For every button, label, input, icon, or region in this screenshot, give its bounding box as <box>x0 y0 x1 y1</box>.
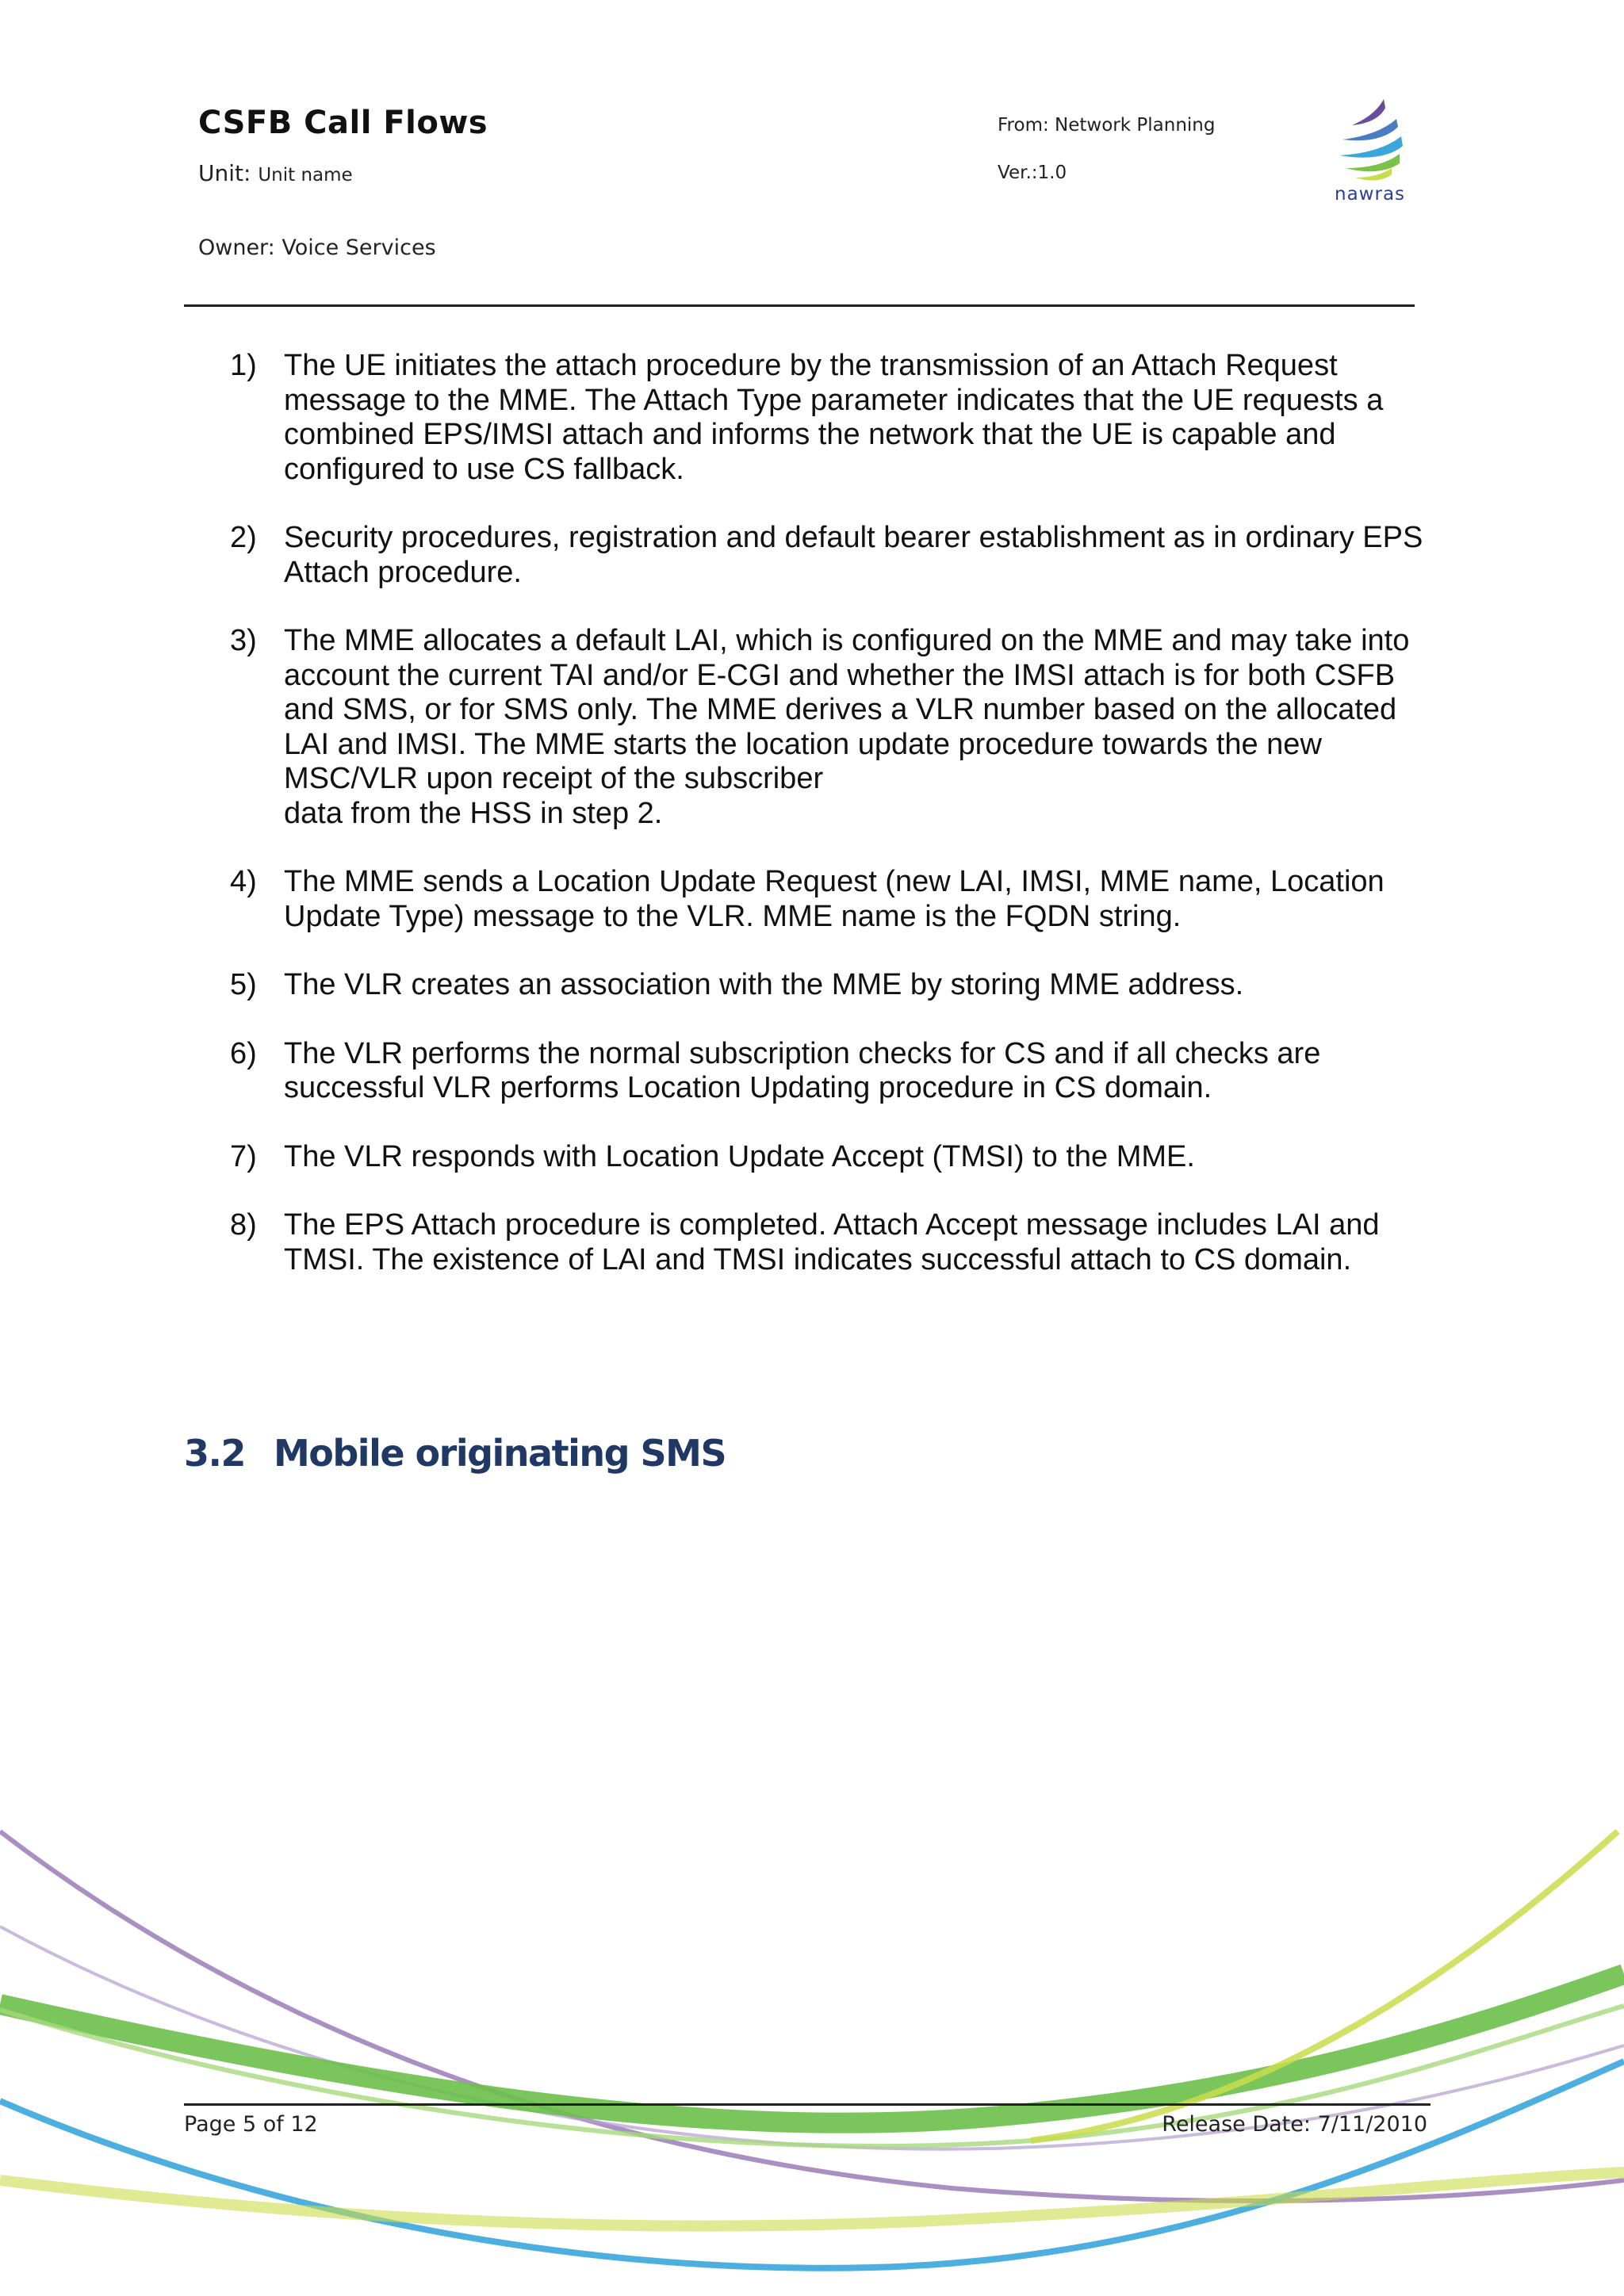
list-item <box>230 349 1435 487</box>
decorative-waves <box>0 1808 1624 2296</box>
list-item <box>230 865 1435 934</box>
step-text: The VLR performs the normal subscription checks for CS and if all checks are successful VLR performs Location Updating procedure in CS domain. <box>284 1036 1321 1104</box>
step-number: 7) <box>230 1139 257 1173</box>
footer-divider <box>184 2103 1431 2106</box>
step-text: The VLR responds with Location Update Accept (TMSI) to the MME. <box>284 1139 1195 1173</box>
header-divider <box>184 304 1415 307</box>
list-item <box>230 521 1435 590</box>
attach-steps-list <box>230 349 1435 1311</box>
list-item <box>230 1037 1435 1106</box>
step-number: 8) <box>230 1208 257 1242</box>
unit-label: Unit: <box>198 160 251 186</box>
section-title: Mobile originating SMS <box>274 1432 726 1475</box>
release-date: Release Date: 7/11/2010 <box>1162 2112 1427 2137</box>
unit-value: Unit name <box>258 165 353 186</box>
list-item <box>230 968 1435 1003</box>
step-number: 3) <box>230 624 257 657</box>
unit-line <box>198 160 353 186</box>
logo-wordmark: nawras <box>1335 184 1406 205</box>
step-text: The MME sends a Location Update Request (new LAI, IMSI, MME name, Location Update Type) message to the VLR. MME name is the FQDN string. <box>284 865 1385 933</box>
step-text: The UE initiates the attach procedure by the transmission of an Attach Request message to the MME. The Attach Type parameter indicates that the UE requests a combined EPS/IMSI attach and informs the network that the UE is capable and configured to use CS fallback. <box>284 349 1384 486</box>
owner-line: Owner: Voice Services <box>198 235 436 260</box>
document-title: CSFB Call Flows <box>198 105 488 141</box>
step-number: 1) <box>230 349 257 382</box>
step-number: 4) <box>230 865 257 898</box>
section-number: 3.2 <box>184 1432 245 1475</box>
list-item <box>230 1208 1435 1277</box>
step-text: The EPS Attach procedure is completed. Attach Accept message includes LAI and TMSI. The existence of LAI and TMSI indicates successful attach to CS domain. <box>284 1208 1380 1276</box>
step-text: The MME allocates a default LAI, which is configured on the MME and may take into account the current TAI and/or E-CGI and whether the IMSI attach is for both CSFB and SMS, or for SMS only. The MME derives a VLR number based on the allocated LAI and IMSI. The MME starts the location update procedure towards the new MSC/VLR upon receipt of the subscriber data from the HSS in step 2. <box>284 624 1410 830</box>
list-item <box>230 624 1435 831</box>
list-item <box>230 1140 1435 1175</box>
page-number: Page 5 of 12 <box>184 2112 318 2137</box>
step-text: Security procedures, registration and default bearer establishment as in ordinary EPS Attach procedure. <box>284 521 1423 589</box>
step-text: The VLR creates an association with the MME by storing MME address. <box>284 968 1244 1001</box>
step-number: 2) <box>230 521 257 554</box>
version-line: Ver.:1.0 <box>998 163 1067 183</box>
section-heading <box>184 1432 726 1475</box>
step-number: 6) <box>230 1036 257 1070</box>
from-line: From: Network Planning <box>998 115 1216 136</box>
step-number: 5) <box>230 968 257 1001</box>
